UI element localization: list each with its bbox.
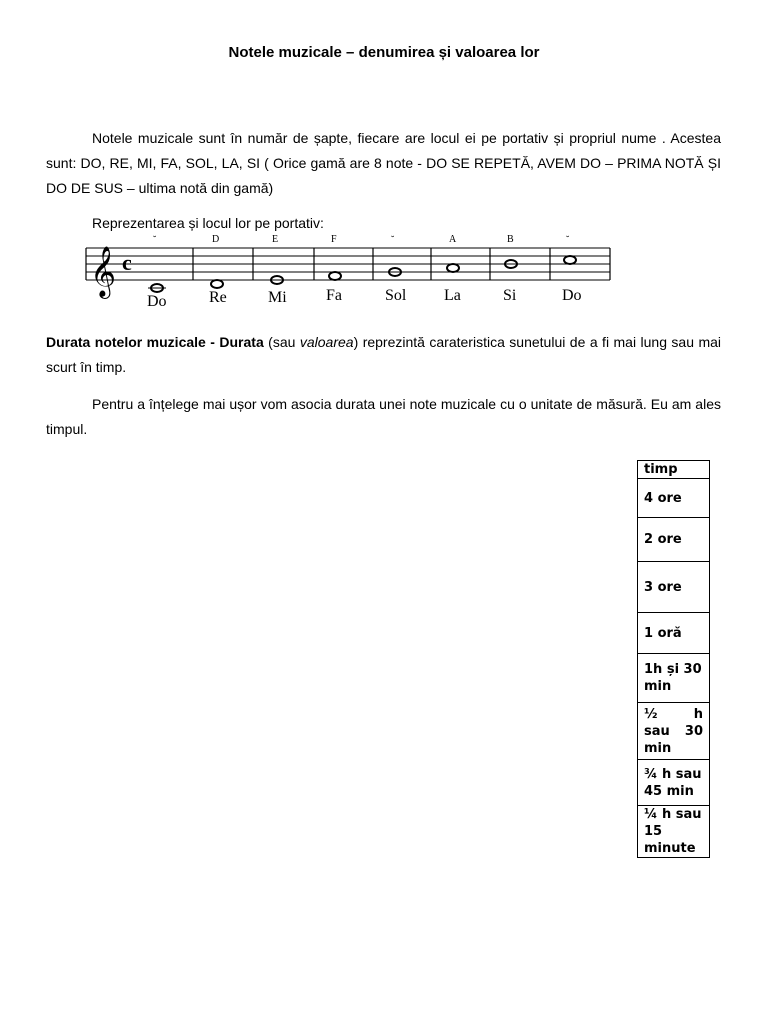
note-name-la: La xyxy=(444,287,461,304)
note-do-high xyxy=(564,256,576,264)
table-cell: ½ h sau 30 min xyxy=(638,703,710,760)
note-name-sol: Sol xyxy=(385,287,407,304)
duration-paragraph xyxy=(46,330,721,380)
svg-text:D: D xyxy=(212,234,220,245)
staff-caption xyxy=(46,211,721,236)
intro-paragraph xyxy=(46,126,721,201)
time-paragraph xyxy=(46,392,721,442)
table-cell: 1 oră xyxy=(638,613,710,654)
svg-text:˘: ˘ xyxy=(391,235,395,246)
svg-text:F: F xyxy=(331,234,337,245)
time-signature: c xyxy=(122,250,132,275)
svg-text:A: A xyxy=(449,234,457,245)
duration-text-2: ) reprezintă carateristica sunetului de a fi mai lung sau mai scurt în timp. xyxy=(46,334,722,375)
table-cell: ¼ h sau 15 minute xyxy=(638,806,710,858)
note-name-re: Re xyxy=(209,289,227,306)
svg-text:˘: ˘ xyxy=(566,235,570,246)
staff-svg xyxy=(86,234,612,310)
note-names xyxy=(147,287,582,310)
table-cell: ¾ h sau 45 min xyxy=(638,760,710,806)
note-name-do-high: Do xyxy=(562,287,582,304)
music-staff xyxy=(86,234,612,310)
note-la xyxy=(447,264,459,272)
note-name-do: Do xyxy=(147,293,167,310)
staff-caption-text: Reprezentarea și locul lor pe portativ: xyxy=(92,215,324,231)
table-cell: 4 ore xyxy=(638,479,710,518)
note-name-si: Si xyxy=(503,287,517,304)
duration-heading: Durata notelor muzicale - Durata xyxy=(46,334,264,350)
table-header: timp xyxy=(638,461,710,479)
time-text: Pentru a înțelege mai ușor vom asocia durata unei note muzicale cu o unitate de măsură. Eu am ales timpul. xyxy=(46,396,721,437)
treble-clef-icon: 𝄞 xyxy=(90,246,117,297)
svg-text:˘: ˘ xyxy=(153,235,157,246)
svg-text:E: E xyxy=(272,234,279,245)
note-name-fa: Fa xyxy=(326,287,342,304)
table-cell: 2 ore xyxy=(638,518,710,562)
table-cell: 3 ore xyxy=(638,562,710,613)
svg-text:B: B xyxy=(507,234,514,245)
time-table xyxy=(637,460,710,858)
page-title: Notele muzicale – denumirea și valoarea lor xyxy=(228,44,540,61)
intro-text: Notele muzicale sunt în număr de șapte, fiecare are locul ei pe portativ și propriul nume . Acestea sunt: DO, RE, MI, FA, SOL, LA, SI ( Orice gamă are 8 note - DO SE REPETĂ, AVEM DO – PRIMA NOTĂ ȘI DO DE SUS – ultima notă din gamă) xyxy=(46,130,721,196)
table-cell: 1h și 30 min xyxy=(638,654,710,703)
duration-text-1: (sau xyxy=(263,334,300,350)
staff-lines xyxy=(86,248,610,280)
duration-italic: valoarea xyxy=(299,334,354,350)
note-re xyxy=(211,280,223,288)
note-name-mi: Mi xyxy=(268,289,287,306)
note-fa xyxy=(329,272,341,280)
